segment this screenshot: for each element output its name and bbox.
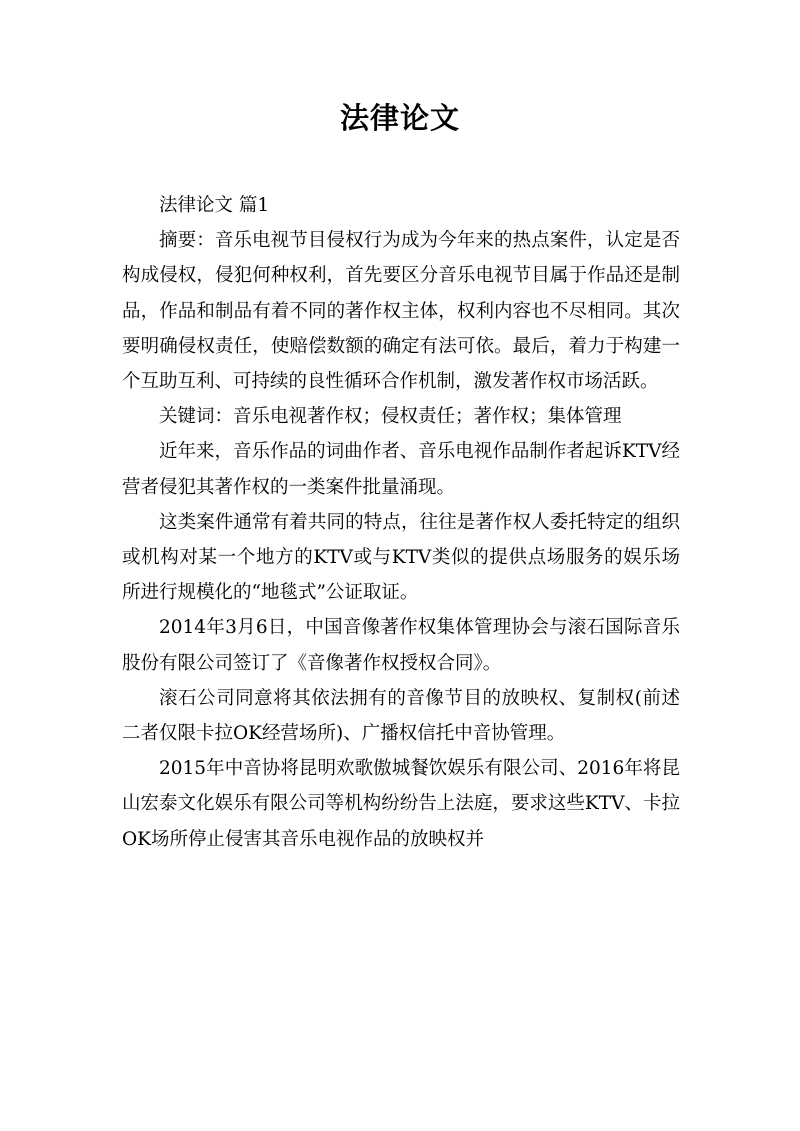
document-body <box>122 188 680 857</box>
keywords-paragraph: 关键词：音乐电视著作权；侵权责任；著作权；集体管理 <box>159 406 622 428</box>
body-paragraph: 2014年3月6日，中国音像著作权集体管理协会与滚石国际音乐股份有限公司签订了《音像著作权授权合同》。 <box>122 617 680 674</box>
body-paragraph: 这类案件通常有着共同的特点，往往是著作权人委托特定的组织或机构对某一个地方的KTV或与KTV类似的提供点场服务的娱乐场所进行规模化的“地毯式”公证取证。 <box>122 511 680 604</box>
body-paragraph: 2015年中音协将昆明欢歌傲城餐饮娱乐有限公司、2016年将昆山宏泰文化娱乐有限公司等机构纷纷告上法庭，要求这些KTV、卡拉OK场所停止侵害其音乐电视作品的放映权并 <box>122 758 680 850</box>
abstract-paragraph: 摘要：音乐电视节目侵权行为成为今年来的热点案件，认定是否构成侵权，侵犯何种权利，首先要区分音乐电视节目属于作品还是制品，作品和制品有着不同的著作权主体，权利内容也不尽相同。其次要明确侵权责任，使赔偿数额的确定有法可依。最后，着力于构建一个互助互利、可持续的良性循环合作机制，激发著作权市场活跃。 <box>122 230 680 393</box>
section-heading: 法律论文 篇1 <box>159 195 270 216</box>
body-paragraph: 近年来，音乐作品的词曲作者、音乐电视作品制作者起诉KTV经营者侵犯其著作权的一类案件批量涌现。 <box>122 441 680 498</box>
body-paragraph: 滚石公司同意将其依法拥有的音像节目的放映权、复制权(前述二者仅限卡拉OK经营场所)、广播权信托中音协管理。 <box>122 687 680 745</box>
document-title: 法律论文 <box>339 101 460 135</box>
